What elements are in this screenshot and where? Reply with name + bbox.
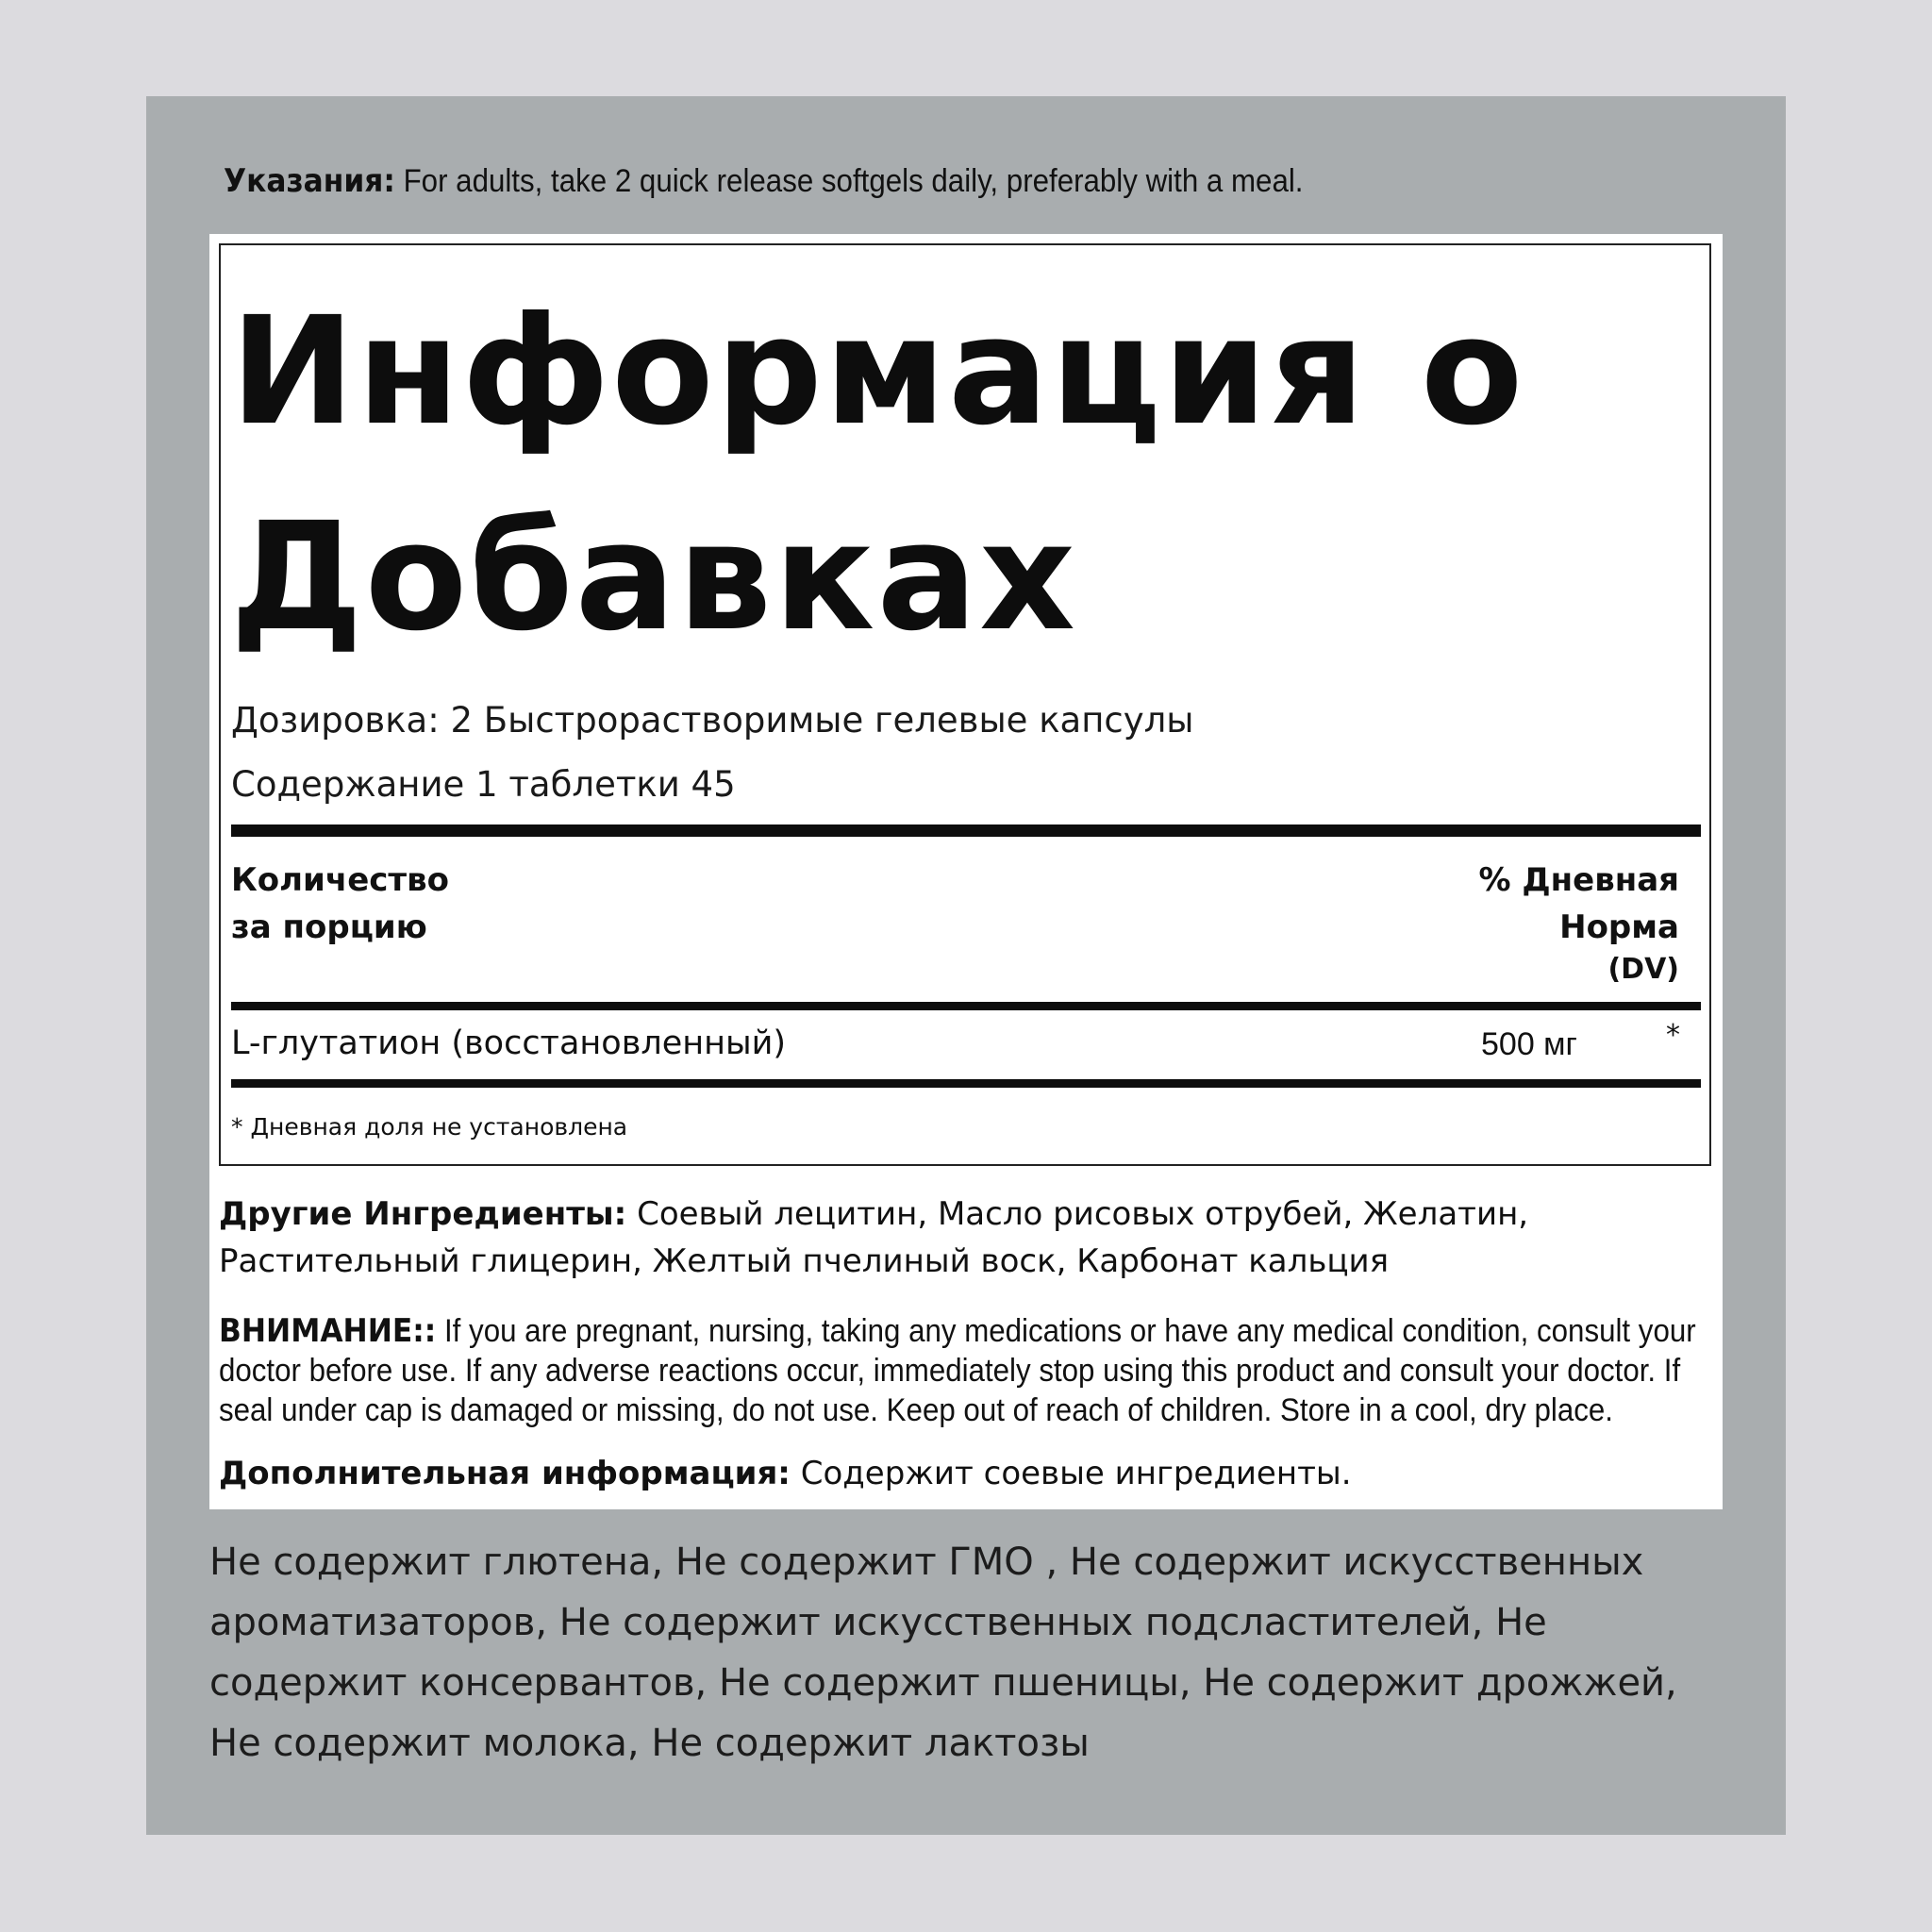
serving-size: Дозировка: 2 Быстрорастворимые гелевые капсулы bbox=[231, 700, 1194, 741]
dv-footnote: * Дневная доля не установлена bbox=[231, 1113, 628, 1141]
dv-header-line3: (DV) bbox=[1607, 953, 1679, 986]
divider-medium bbox=[231, 1002, 1701, 1010]
directions-label: Указания: bbox=[224, 162, 395, 200]
warning-text: If you are pregnant, nursing, taking any medications or have any medical condition, consult your doctor before use. If any adverse reactions occur, immediately stop using this product and consult your doctor. If seal under cap is damaged or missing, do not use. Keep out of reach of children. Store in a cool, dry place. bbox=[219, 1313, 1696, 1428]
other-ingredients-text: Соевый лецитин, Масло рисовых отрубей, Желатин, Растительный глицерин, Желтый пчелиный воск, Карбонат кальция bbox=[219, 1195, 1529, 1280]
other-ingredients-label: Другие Ингредиенты: bbox=[219, 1195, 627, 1233]
other-ingredients bbox=[219, 1191, 1709, 1285]
directions-line bbox=[224, 162, 1303, 200]
directions-text: For adults, take 2 quick release softgels daily, preferably with a meal. bbox=[394, 163, 1304, 199]
ingredient-amount: 500 мг bbox=[1481, 1026, 1577, 1062]
amount-header-line2: за порцию bbox=[231, 908, 427, 946]
free-from-statement: Не содержит глютена, Не содержит ГМО , Не содержит искусственных ароматизаторов, Не содержит искусственных подсластителей, Не содержит консервантов, Не содержит пшеницы, Не содержит дрожжей, Не содержит молока, Не содержит лактозы bbox=[209, 1541, 1677, 1765]
additional-info-label: Дополнительная информация: bbox=[219, 1455, 791, 1492]
additional-info-text: Содержит соевые ингредиенты. bbox=[790, 1455, 1352, 1492]
ingredient-dv: * bbox=[1666, 1019, 1680, 1052]
amount-header-line1: Количество bbox=[231, 861, 450, 899]
amount-per-serving-header bbox=[231, 857, 514, 951]
divider-bottom bbox=[231, 1079, 1701, 1088]
ingredient-name: L-глутатион (восстановленный) bbox=[231, 1024, 787, 1062]
dv-header-line1: % Дневная bbox=[1478, 861, 1679, 899]
warning-label: ВНИМАНИЕ:: bbox=[219, 1312, 437, 1350]
dv-header-line2: Норма bbox=[1559, 908, 1679, 946]
supplement-facts-title: Информация о Добавках bbox=[230, 285, 1525, 664]
warning bbox=[219, 1311, 1711, 1430]
daily-value-header bbox=[1396, 857, 1679, 989]
additional-info bbox=[219, 1455, 1352, 1492]
servings-per-container: Содержание 1 таблетки 45 bbox=[231, 764, 736, 805]
divider-thick bbox=[231, 824, 1701, 837]
